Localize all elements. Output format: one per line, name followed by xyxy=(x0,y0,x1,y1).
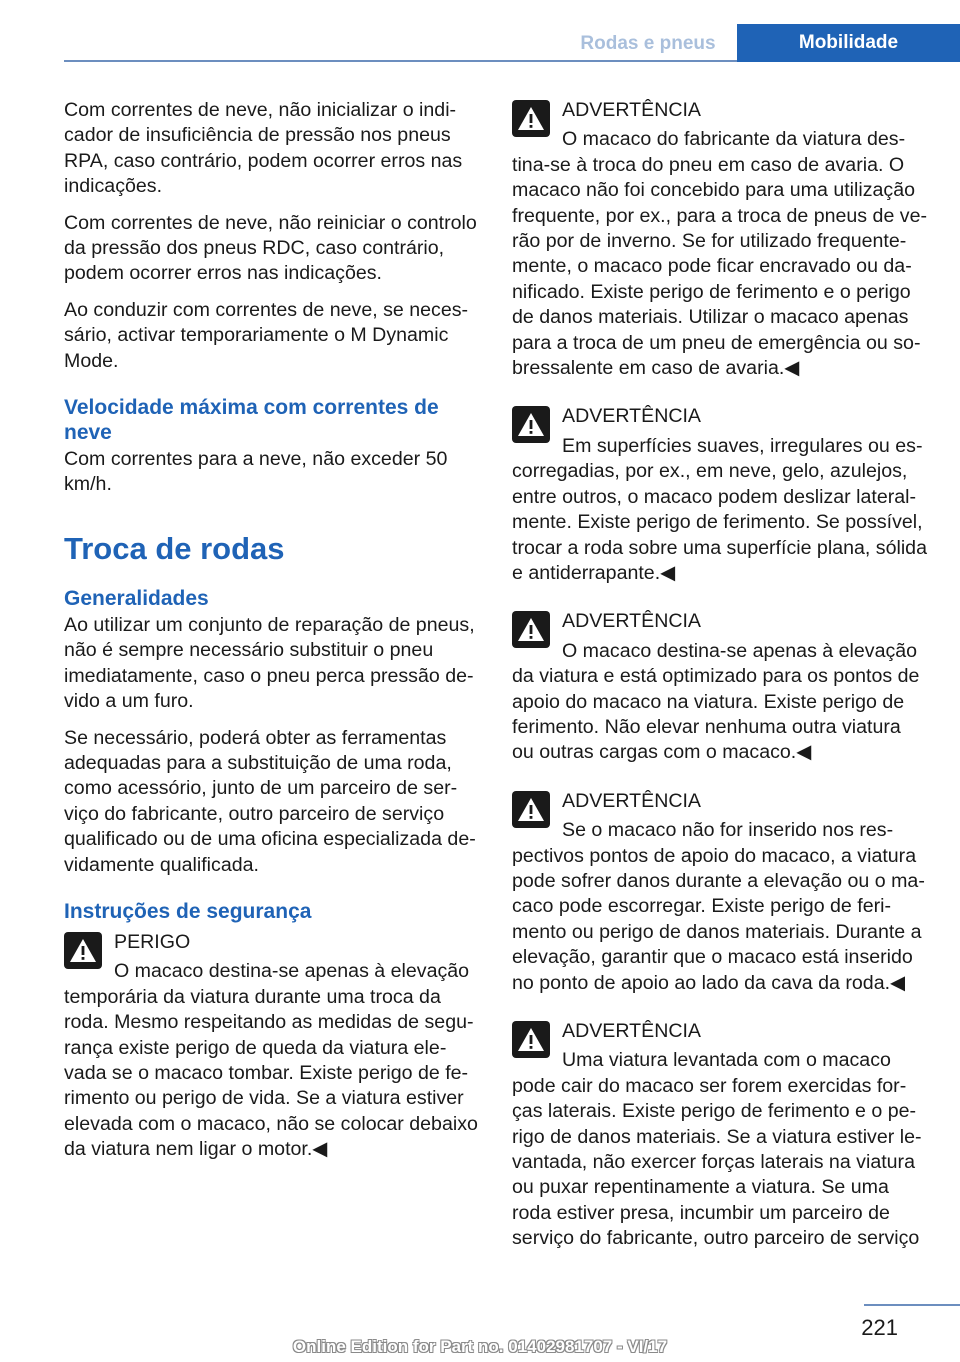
notice-word: ADVERTÊNCIA xyxy=(562,1020,702,1042)
paragraph: Ao utilizar um conjunto de reparação de pneus, não é sempre necessário substituir o pneu imediatamente, caso o pneu perca pressão devido a um furo. xyxy=(64,613,475,713)
notice-word: ADVERTÊNCIA xyxy=(562,405,702,428)
danger-notice xyxy=(64,930,478,1163)
warning-triangle-icon xyxy=(512,406,550,443)
paragraph: Se necessário, poderá obter as ferramentas adequadas para a substituição de uma roda, como acessório, junto de um parceiro de serviço do fabricante, outro parceiro de serviço qualificado ou de uma oficina especializada devidamente qualificada. xyxy=(64,726,476,876)
notice-text: O macaco do fabricante da viatura destina-se à troca do pneu em caso de avaria. O macaco não foi concebido para uma utilização frequente, por ex., para a troca de pneus de verão por de inverno. Se for utilizado frequentemente, o macaco pode ficar encravado ou danificado. Existe perigo de ferimento e o perigo de danos materiais. Utilizar o macaco apenas para a troca de um pneu de emergência ou sobressalente em caso de avaria.◀ xyxy=(512,128,928,380)
notice-word: ADVERTÊNCIA xyxy=(562,610,702,633)
notice-text: Se o macaco não for inserido nos respectivos pontos de apoio do macaco, a viatura pode sofrer danos durante a elevação ou o macaco pode escorregar. Existe perigo de ferimento ou perigo de danos materiais. Durante a elevação, garantir que o macaco está inserido no ponto de apoio ao lado da cava da roda.◀ xyxy=(512,819,925,994)
warning-notice xyxy=(512,609,928,765)
warning-triangle-icon xyxy=(512,1021,550,1058)
warning-notice xyxy=(512,1019,928,1252)
warning-notice xyxy=(512,404,928,586)
notice-word: PERIGO xyxy=(114,930,191,953)
paragraph: Com correntes de neve, não reiniciar o controlo da pressão dos pneus RDC, caso contrário, podem ocorrer erros nas indicações. xyxy=(64,211,477,285)
header-section-tab: Rodas e pneus xyxy=(580,33,716,54)
warning-notice xyxy=(512,789,928,996)
notice-word: ADVERTÊNCIA xyxy=(562,99,702,121)
right-column xyxy=(512,98,928,1275)
notice-text: O macaco destina-se apenas à elevação da viatura e está optimizado para os pontos de apoio do macaco na viatura. Existe perigo de ferimento. Não elevar nenhuma outra viatura ou outras cargas com o macaco.◀ xyxy=(512,639,920,764)
safety-heading: Instruções de segurança xyxy=(64,899,312,923)
page-number: 221 xyxy=(861,1315,898,1340)
warning-triangle-icon xyxy=(512,791,550,828)
warning-triangle-icon xyxy=(64,932,102,969)
paragraph: Com correntes de neve, não inicializar o indicador de insuficiência de pressão nos pneus RPA, caso contrário, podem ocorrer erros nas indicações. xyxy=(64,99,463,198)
paragraph: Ao conduzir com correntes de neve, se necessário, activar temporariamente o M Dynamic Mode. xyxy=(64,298,469,372)
edition-footer: Online Edition for Part no. 01402981707 - VI/17 xyxy=(292,1337,668,1356)
paragraph: Com correntes para a neve, não exceder 50 km/h. xyxy=(64,448,448,496)
notice-text: Uma viatura levantada com o macaco pode cair do macaco ser forem exercidas forças laterais. Existe perigo de ferimento e o perigo de danos materiais. Se a viatura estiver levantada, não exercer forças laterais na viatura ou puxar repentinamente a viatura. Se uma roda estiver presa, incumbir um parceiro de serviço do fabricante, outro parceiro de serviço xyxy=(512,1049,922,1250)
warning-triangle-icon xyxy=(512,611,550,648)
notice-word: ADVERTÊNCIA xyxy=(562,789,702,812)
page-number-rule xyxy=(864,1304,960,1306)
warning-notice xyxy=(512,98,928,381)
left-column xyxy=(64,98,478,1186)
header-chapter-tab: Mobilidade xyxy=(737,24,960,62)
warning-triangle-icon xyxy=(512,100,550,137)
notice-text: O macaco destina-se apenas à elevação temporária da viatura durante uma troca da roda. Mesmo respeitando as medidas de segurança existe perigo de queda da viatura elevada se o macaco tombar. Existe perigo de ferimento ou perigo de vida. Se a viatura estiver elevada com o macaco, não se colocar debaixo da viatura nem ligar o motor.◀ xyxy=(64,960,478,1161)
speed-heading: Velocidade máxima com correntes de neve xyxy=(64,396,439,445)
general-heading: Generalidades xyxy=(64,586,209,610)
section-title: Troca de rodas xyxy=(64,530,285,566)
notice-text: Em superfícies suaves, irregulares ou escorregadias, por ex., em neve, gelo, azulejos, entre outros, o macaco podem deslizar lateralmente. Existe perigo de ferimento. Se possível, trocar a roda sobre uma superfície plana, sólida e antiderrapante.◀ xyxy=(512,434,927,584)
